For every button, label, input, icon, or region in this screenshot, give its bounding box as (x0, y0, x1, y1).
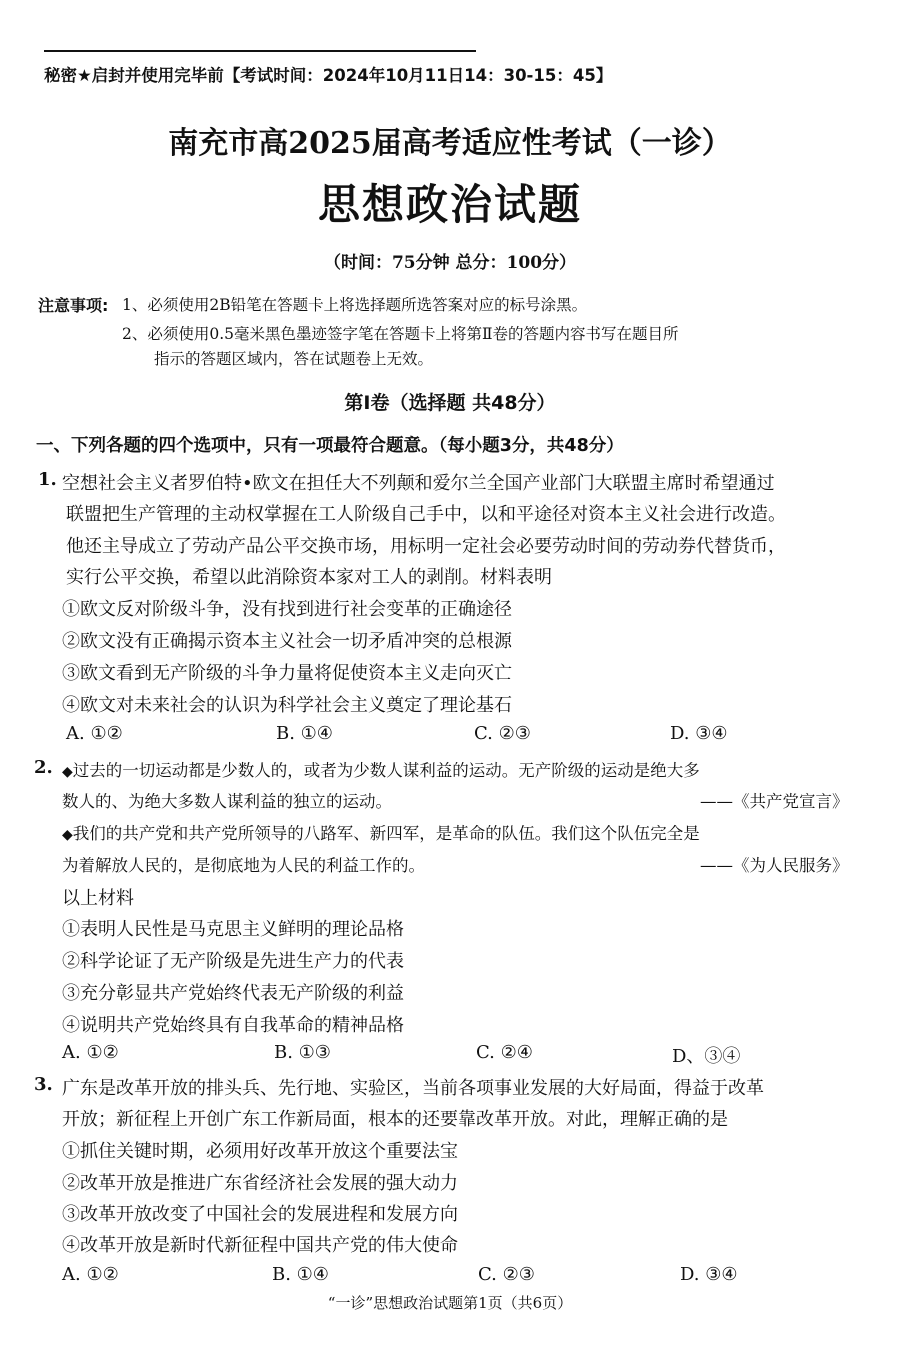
exam-meta: （时间：75分钟 总分：100分） (323, 253, 577, 273)
notice-item-2-cont: 指示的答题区域内，答在试题卷上无效。 (154, 350, 434, 368)
notice-item-1: 1、必须使用2B铅笔在答题卡上将选择题所选答案对应的标号涂黑。 (122, 296, 588, 314)
question-2-quote-2-line-1: ◆我们的共产党和共产党所领导的八路军、新四军，是革命的队伍。我们这个队伍完全是 (62, 824, 700, 843)
header-rule (44, 50, 476, 52)
question-3-item-3: ③改革开放改变了中国社会的发展进程和发展方向 (62, 1204, 458, 1225)
question-3-option-c[interactable]: C. ②③ (478, 1264, 535, 1285)
notice-item-2: 2、必须使用0.5毫米黑色墨迹签字笔在答题卡上将第Ⅱ卷的答题内容书写在题目所 (122, 325, 679, 343)
question-1-option-b[interactable]: B. ①④ (276, 723, 333, 744)
question-1-item-4: ④欧文对未来社会的认识为科学社会主义奠定了理论基石 (62, 695, 512, 716)
question-2-source-2: ——《为人民服务》 (700, 856, 849, 875)
question-2-item-4: ④说明共产党始终具有自我革命的精神品格 (62, 1015, 404, 1036)
question-3-item-1: ①抓住关键时期，必须用好改革开放这个重要法宝 (62, 1141, 458, 1162)
section-title: 第Ⅰ卷（选择题 共48分） (344, 392, 556, 414)
diamond-bullet-icon: ◆ (62, 827, 73, 843)
subject-title: 思想政治试题 (317, 180, 582, 229)
question-2-option-b[interactable]: B. ①③ (274, 1042, 331, 1063)
question-1-option-c[interactable]: C. ②③ (474, 723, 531, 744)
diamond-bullet-icon: ◆ (62, 764, 73, 780)
question-1-item-2: ②欧文没有正确揭示资本主义社会一切矛盾冲突的总根源 (62, 631, 512, 652)
question-3-item-2: ②改革开放是推进广东省经济社会发展的强大动力 (62, 1173, 458, 1194)
question-2-quote-2-line-2: 为着解放人民的，是彻底地为人民的利益工作的。 (62, 856, 425, 875)
notice-label: 注意事项: (38, 296, 109, 315)
exam-title: 南充市高2025届高考适应性考试（一诊） (168, 126, 732, 161)
question-2-quote-1-line-1: ◆过去的一切运动都是少数人的，或者为少数人谋利益的运动。无产阶级的运动是绝大多 (62, 761, 700, 780)
confidential-notice: 秘密★启封并使用完毕前【考试时间：2024年10月11日14：30-15：45】 (44, 66, 613, 85)
question-2-item-1: ①表明人民性是马克思主义鲜明的理论品格 (62, 919, 404, 940)
question-1-line-4: 实行公平交换，希望以此消除资本家对工人的剥削。材料表明 (66, 567, 552, 588)
question-2-stem: 以上材料 (62, 888, 134, 909)
question-3-option-b[interactable]: B. ①④ (272, 1264, 329, 1285)
question-1-option-a[interactable]: A. ①② (66, 723, 123, 744)
question-3-line-2: 开放；新征程上开创广东工作新局面，根本的还要靠改革开放。对此，理解正确的是 (62, 1109, 728, 1130)
question-2-option-d[interactable]: D、③④ (672, 1046, 741, 1067)
part-instruction: 一、下列各题的四个选项中，只有一项最符合题意。（每小题3分，共48分） (36, 436, 624, 456)
question-1-item-3: ③欧文看到无产阶级的斗争力量将促使资本主义走向灭亡 (62, 663, 512, 684)
question-2-number: 2. (34, 757, 53, 778)
question-3-option-a[interactable]: A. ①② (62, 1264, 119, 1285)
question-1-line-3: 他还主导成立了劳动产品公平交换市场，用标明一定社会必要劳动时间的劳动券代替货币， (66, 536, 786, 557)
question-1-item-1: ①欧文反对阶级斗争，没有找到进行社会变革的正确途径 (62, 599, 512, 620)
question-1-line-1: 空想社会主义者罗伯特•欧文在担任大不列颠和爱尔兰全国产业部门大联盟主席时希望通过 (62, 473, 775, 494)
question-1-line-2: 联盟把生产管理的主动权掌握在工人阶级自己手中，以和平途径对资本主义社会进行改造。 (66, 504, 786, 525)
question-2-option-a[interactable]: A. ①② (62, 1042, 119, 1063)
question-2-option-c[interactable]: C. ②④ (476, 1042, 533, 1063)
question-2-quote-1-line-2: 数人的、为绝大多数人谋利益的独立的运动。 (62, 792, 392, 811)
question-3-option-d[interactable]: D. ③④ (680, 1264, 738, 1285)
question-2-source-1: ——《共产党宣言》 (700, 792, 849, 811)
question-3-line-1: 广东是改革开放的排头兵、先行地、实验区，当前各项事业发展的大好局面，得益于改革 (62, 1078, 764, 1099)
question-3-item-4: ④改革开放是新时代新征程中国共产党的伟大使命 (62, 1235, 458, 1256)
question-3-number: 3. (34, 1074, 53, 1095)
question-2-item-2: ②科学论证了无产阶级是先进生产力的代表 (62, 951, 404, 972)
question-2-item-3: ③充分彰显共产党始终代表无产阶级的利益 (62, 983, 404, 1004)
page-footer: “一诊”思想政治试题第1页（共6页） (327, 1294, 573, 1312)
question-1-number: 1. (38, 469, 57, 490)
question-1-option-d[interactable]: D. ③④ (670, 723, 728, 744)
